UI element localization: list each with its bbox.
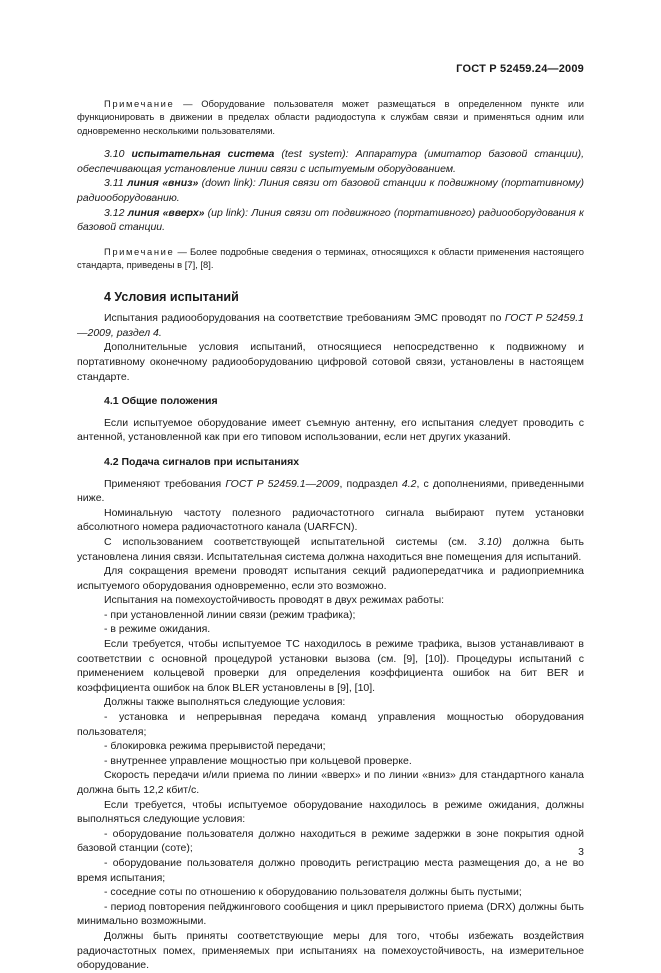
document-code: ГОСТ Р 52459.24—2009 [456, 63, 584, 75]
section-4-heading: 4 Условия испытаний [104, 289, 239, 304]
def-number: 3.11 [104, 177, 127, 190]
section-4-2-para-5: Испытания на помехоустойчивость проводят в двух режимах работы: [104, 594, 445, 607]
def-number: 3.12 [104, 206, 128, 219]
list-item: - блокировка режима прерывистой передачи; [104, 740, 326, 753]
page-content [77, 97, 584, 973]
section-4-2-para-6: Если требуется, чтобы испытуемое ТС находилось в режиме трафика, вызов устанавливают в соответствии с основной процедурой установки вызова (см. [9], [10]). Процедуры испытаний с применением кольцевой проверки для определения коэффициента ошибок на бит BER и коэффициента ошибок на блок BLER установлены в [9], [10]. [77, 638, 584, 694]
list-item: - установка и непрерывная передача команд управления мощностью оборудования пользователя; [77, 711, 584, 738]
clause-reference: 4.2 [401, 477, 417, 490]
text: С использованием соответствующей испытательной системы (см. [104, 535, 478, 548]
standard-reference: ГОСТ Р 52459.1—2009, раздел 4. [77, 312, 584, 339]
def-text: (down link): Линия связи от базовой станции к подвижному (портативному) радиооборудованию. [77, 177, 585, 204]
definition-3-11 [77, 176, 584, 205]
section-4-2-heading: 4.2 Подача сигналов при испытаниях [104, 455, 300, 468]
list-item: - внутреннее управление мощностью при кольцевой проверке. [104, 754, 412, 767]
section-4-2-para-4: Для сокращения времени проводят испытания секций радиопередатчика и радиоприемника испытуемого оборудования одновременно, если это возможно. [77, 565, 584, 592]
note-1 [77, 97, 584, 137]
note-label: Примечание [104, 98, 175, 109]
definition-3-10 [77, 147, 584, 176]
section-4-1-heading: 4.1 Общие положения [104, 395, 218, 408]
list-item: - в режиме ожидания. [104, 623, 211, 636]
definition-3-12 [77, 206, 584, 235]
def-number: 3.10 [104, 148, 132, 161]
note-label: Примечание [104, 245, 175, 257]
section-4-para-1 [77, 311, 584, 340]
note-2 [77, 245, 584, 272]
list-item: - период повторения пейджингового сообщения и цикл прерывистого приема (DRX) должны быть минимально возможными. [77, 900, 584, 928]
section-4-1-para-1: Если испытуемое оборудование имеет съемную антенну, его испытания следует проводить с антенной, установленной как при его типовом использовании, если нет других указаний. [77, 416, 584, 444]
def-term: испытательная система [131, 148, 275, 161]
text: , с дополнениями, приведенными ниже. [77, 477, 585, 505]
def-term: линия «вниз» [126, 177, 199, 190]
text: должна быть установлена линия связи. Испытательная система должна находиться вне помещения для испытаний. [77, 535, 584, 563]
section-4-2-para-7: Должны также выполняться следующие условия: [104, 696, 346, 709]
section-4-para-2: Дополнительные условия испытаний, относящиеся непосредственно к подвижному и портативному оконечному радиооборудованию цифровой сотовой связи, установлены в настоящем стандарте. [77, 341, 584, 383]
section-4-2-para-9: Если требуется, чтобы испытуемое оборудование находилось в режиме ожидания, должны выполняться следующие условия: [77, 798, 584, 826]
section-4-2-para-3 [77, 535, 584, 564]
text: Испытания радиооборудования на соответствие требованиям ЭМС проводят по [104, 312, 505, 325]
clause-reference: 3.10) [477, 535, 502, 548]
section-4-2-para-1 [77, 477, 584, 506]
def-term: линия «вверх» [127, 206, 205, 219]
text: , подраздел [339, 477, 402, 490]
standard-reference: ГОСТ Р 52459.1—2009 [225, 477, 340, 490]
text: Применяют требования [104, 477, 226, 490]
section-4-2-para-2: Номинальную частоту полезного радиочастотного сигнала выбирают путем установки абсолютного номера радиочастотного канала (UARFCN). [77, 506, 584, 534]
note-text: — Оборудование пользователя может размещаться в определенном пункте или функционировать в движении в пределах области радиодоступа к службам связи и применяться одним или одновременно несколькими пользователями. [77, 98, 584, 136]
def-text: (up link): Линия связи от подвижного (портативного) радиооборудования к базовой станции. [77, 206, 584, 234]
def-text: (test system): Аппаратура (имитатор базовой станции), обеспечивающая установление линии связи с испытуемым оборудованием. [77, 148, 585, 175]
page-number: 3 [578, 846, 584, 858]
note-text: — Более подробные сведения о терминах, относящихся к области применения настоящего стандарта, приведены в [7], [8]. [77, 245, 584, 271]
section-4-2-para-8: Скорость передачи и/или приема по линии «вверх» и по линии «вниз» для стандартного канала должна быть 12,2 кбит/с. [77, 769, 584, 796]
list-item: - оборудование пользователя должно проводить регистрацию места размещения до, а не во время испытания; [77, 856, 584, 884]
list-item: - при установленной линии связи (режим трафика); [104, 608, 356, 621]
list-item: - соседние соты по отношению к оборудованию пользователя должны быть пустыми; [104, 886, 522, 899]
section-4-2-para-10: Должны быть приняты соответствующие меры для того, чтобы избежать воздействия радиочастотных помех, применяемых при испытаниях на помехоустойчивость, на измерительное оборудование. [77, 929, 584, 972]
list-item: - оборудование пользователя должно находиться в режиме задержки в зоне покрытия одной базовой станции (соте); [77, 827, 584, 855]
